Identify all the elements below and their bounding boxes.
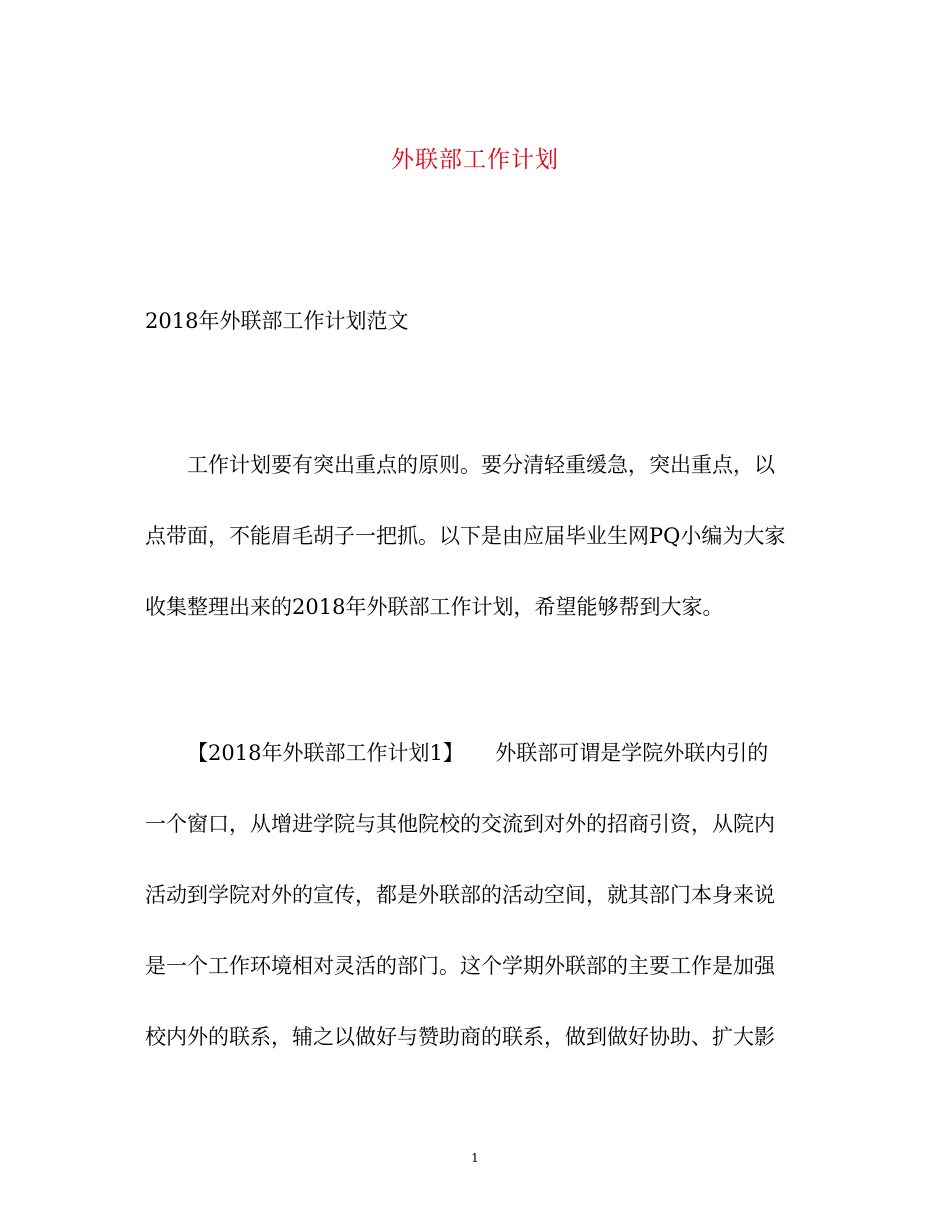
intro-line-1: 工作计划要有突出重点的原则。要分清轻重缓急，突出重点，以 [187,453,775,477]
section-line-1: 【2018年外联部工作计划1】 外联部可谓是学院外联内引的 [187,741,769,765]
section-line-5: 校内外的联系，辅之以做好与赞助商的联系，做到做好协助、扩大影 [145,1025,775,1049]
section-line-4: 是一个工作环境相对灵活的部门。这个学期外联部的主要工作是加强 [145,954,775,978]
intro-line-3: 收集整理出来的2018年外联部工作计划，希望能够帮到大家。 [145,595,724,619]
section-line-3: 活动到学院对外的宣传，都是外联部的活动空间，就其部门本身来说 [145,883,775,907]
section-line-2: 一个窗口，从增进学院与其他院校的交流到对外的招商引资，从院内 [145,812,775,836]
document-subtitle: 2018年外联部工作计划范文 [145,309,409,333]
document-title: 外联部工作计划 [391,147,559,173]
page-number: 1 [471,1151,479,1165]
intro-line-2: 点带面，不能眉毛胡子一把抓。以下是由应届毕业生网PQ小编为大家 [145,524,786,548]
